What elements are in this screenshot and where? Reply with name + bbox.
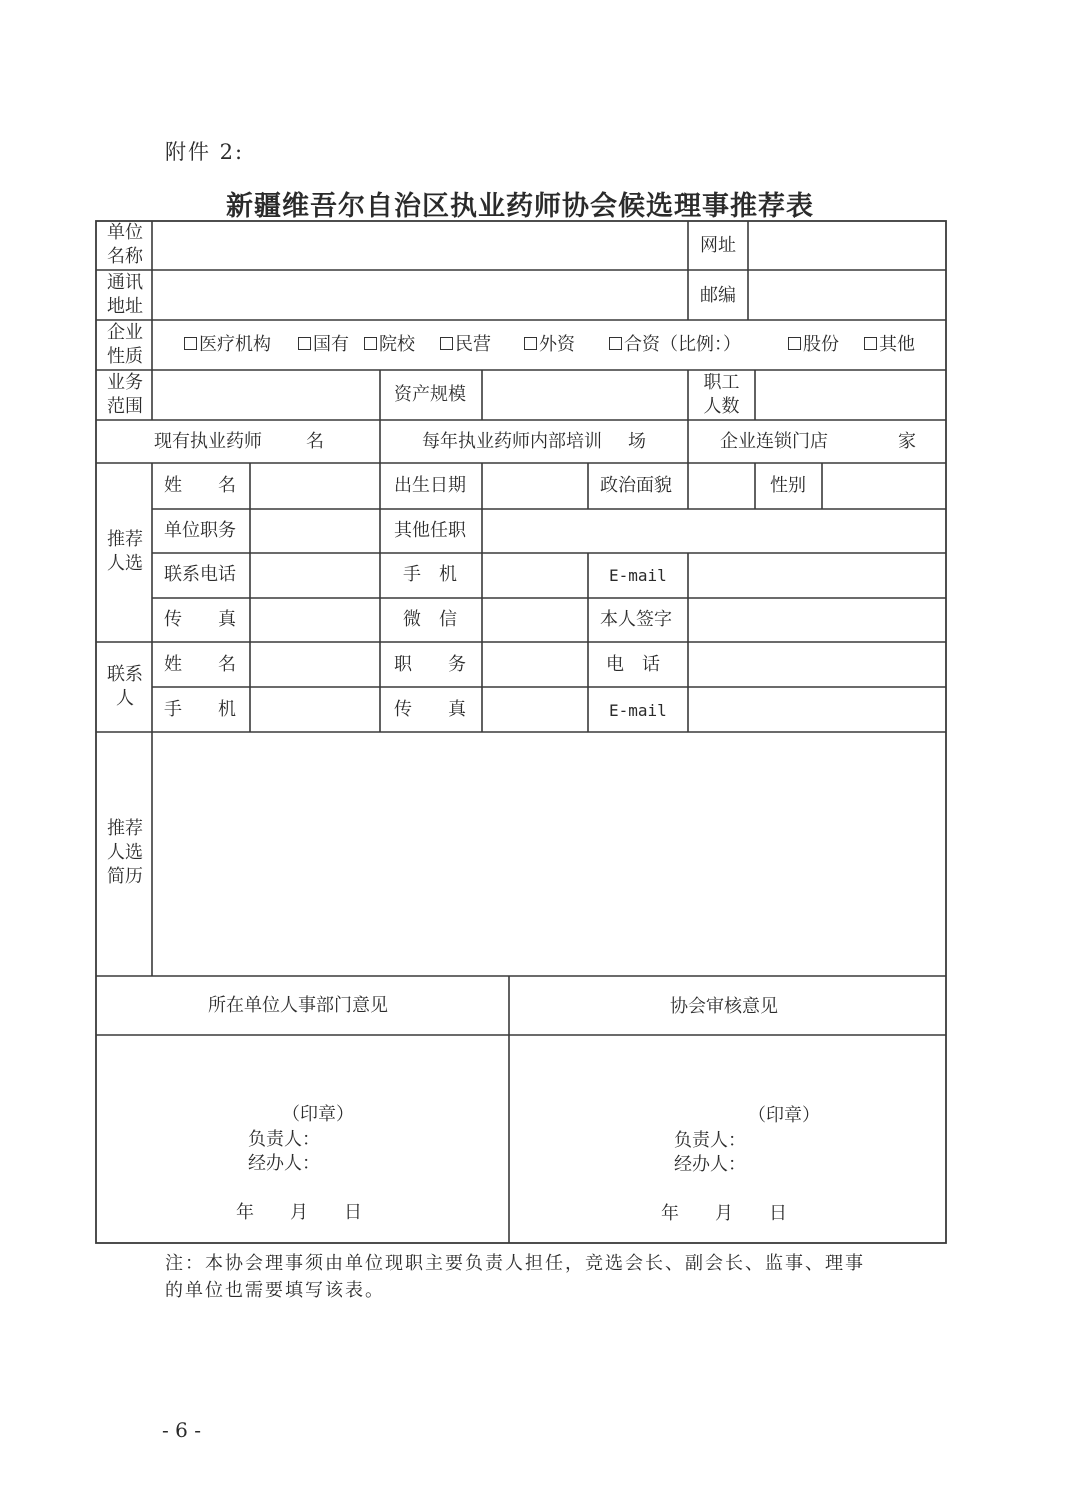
resume-section-label: 推荐 人选 简历 (107, 818, 143, 887)
contact-phone-label: 电 话 (606, 654, 660, 675)
assoc-handler-label: 经办人： (674, 1154, 746, 1175)
hr-leader-label: 负责人： (248, 1129, 320, 1150)
contact-email-label: E-mail (609, 701, 667, 720)
option-joint[interactable]: 合资（比例：） (609, 333, 741, 357)
option-state-owned[interactable]: 国有 (298, 333, 349, 357)
nature-label: 企业 性质 (107, 322, 143, 367)
checkbox-icon (864, 337, 877, 350)
signature-label: 本人签字 (600, 609, 672, 630)
political-label: 政治面貌 (600, 475, 672, 496)
assoc-leader-label: 负责人： (674, 1130, 746, 1151)
option-medical[interactable]: 医疗机构 (184, 333, 271, 357)
wechat-label: 微 信 (403, 609, 457, 630)
checkbox-icon (184, 337, 197, 350)
contact-name-label: 姓 名 (164, 654, 236, 675)
hr-handler-label: 经办人： (248, 1153, 320, 1174)
contact-mobile-label: 手 机 (164, 699, 236, 720)
form-title: 新疆维吾尔自治区执业药师协会候选理事推荐表 (226, 191, 814, 222)
chain-unit: 家 (898, 431, 916, 452)
pharmacists-label: 现有执业药师 (154, 431, 262, 452)
gender-label: 性别 (770, 475, 806, 496)
hr-seal-label: （印章） (282, 1104, 354, 1125)
training-label: 每年执业药师内部培训 (422, 431, 602, 452)
checkbox-icon (788, 337, 801, 350)
postcode-label: 邮编 (700, 285, 736, 306)
contact-fax-label: 传 真 (394, 699, 466, 720)
page-number: - 6 - (162, 1418, 201, 1442)
email-label: E-mail (609, 566, 667, 585)
mobile-label: 手 机 (403, 564, 457, 585)
fax-label: 传 真 (164, 609, 236, 630)
checkbox-icon (364, 337, 377, 350)
option-private[interactable]: 民营 (440, 333, 491, 357)
hr-opinion-label: 所在单位人事部门意见 (208, 995, 388, 1016)
business-label: 业务 范围 (107, 372, 143, 417)
candidate-name-label: 姓 名 (164, 475, 236, 496)
staff-label: 职工 人数 (703, 372, 740, 417)
assoc-opinion-label: 协会审核意见 (670, 996, 778, 1017)
attachment-label: 附件 2: (165, 140, 245, 164)
unit-name-label: 单位 名称 (107, 222, 143, 267)
checkbox-icon (524, 337, 537, 350)
checkbox-icon (440, 337, 453, 350)
option-foreign[interactable]: 外资 (524, 333, 575, 357)
asset-label: 资产规模 (394, 384, 466, 405)
hr-date-label: 年 月 日 (236, 1202, 362, 1223)
position-label: 单位职务 (164, 520, 236, 541)
checkbox-icon (609, 337, 622, 350)
option-shareholding[interactable]: 股份 (788, 333, 839, 357)
assoc-seal-label: （印章） (748, 1105, 820, 1126)
option-college[interactable]: 院校 (364, 333, 415, 357)
phone-label: 联系电话 (164, 564, 236, 585)
note-line-2: 的单位也需要填写该表。 (165, 1280, 385, 1301)
pharmacists-unit: 名 (306, 431, 324, 452)
other-position-label: 其他任职 (394, 520, 466, 541)
chain-label: 企业连锁门店 (720, 431, 828, 452)
contact-section-label: 联系 人 (107, 664, 143, 709)
note-line-1: 注：本协会理事须由单位现职主要负责人担任，竞选会长、副会长、监事、理事 (165, 1253, 865, 1274)
option-other[interactable]: 其他 (864, 333, 915, 357)
footer-note (165, 1250, 925, 1304)
duty-label: 职 务 (394, 654, 466, 675)
training-unit: 场 (628, 431, 646, 452)
address-label: 通讯 地址 (107, 272, 143, 317)
website-label: 网址 (700, 235, 736, 256)
checkbox-icon (298, 337, 311, 350)
assoc-date-label: 年 月 日 (661, 1203, 787, 1224)
candidate-section-label: 推荐 人选 (107, 529, 143, 574)
birth-label: 出生日期 (394, 475, 466, 496)
